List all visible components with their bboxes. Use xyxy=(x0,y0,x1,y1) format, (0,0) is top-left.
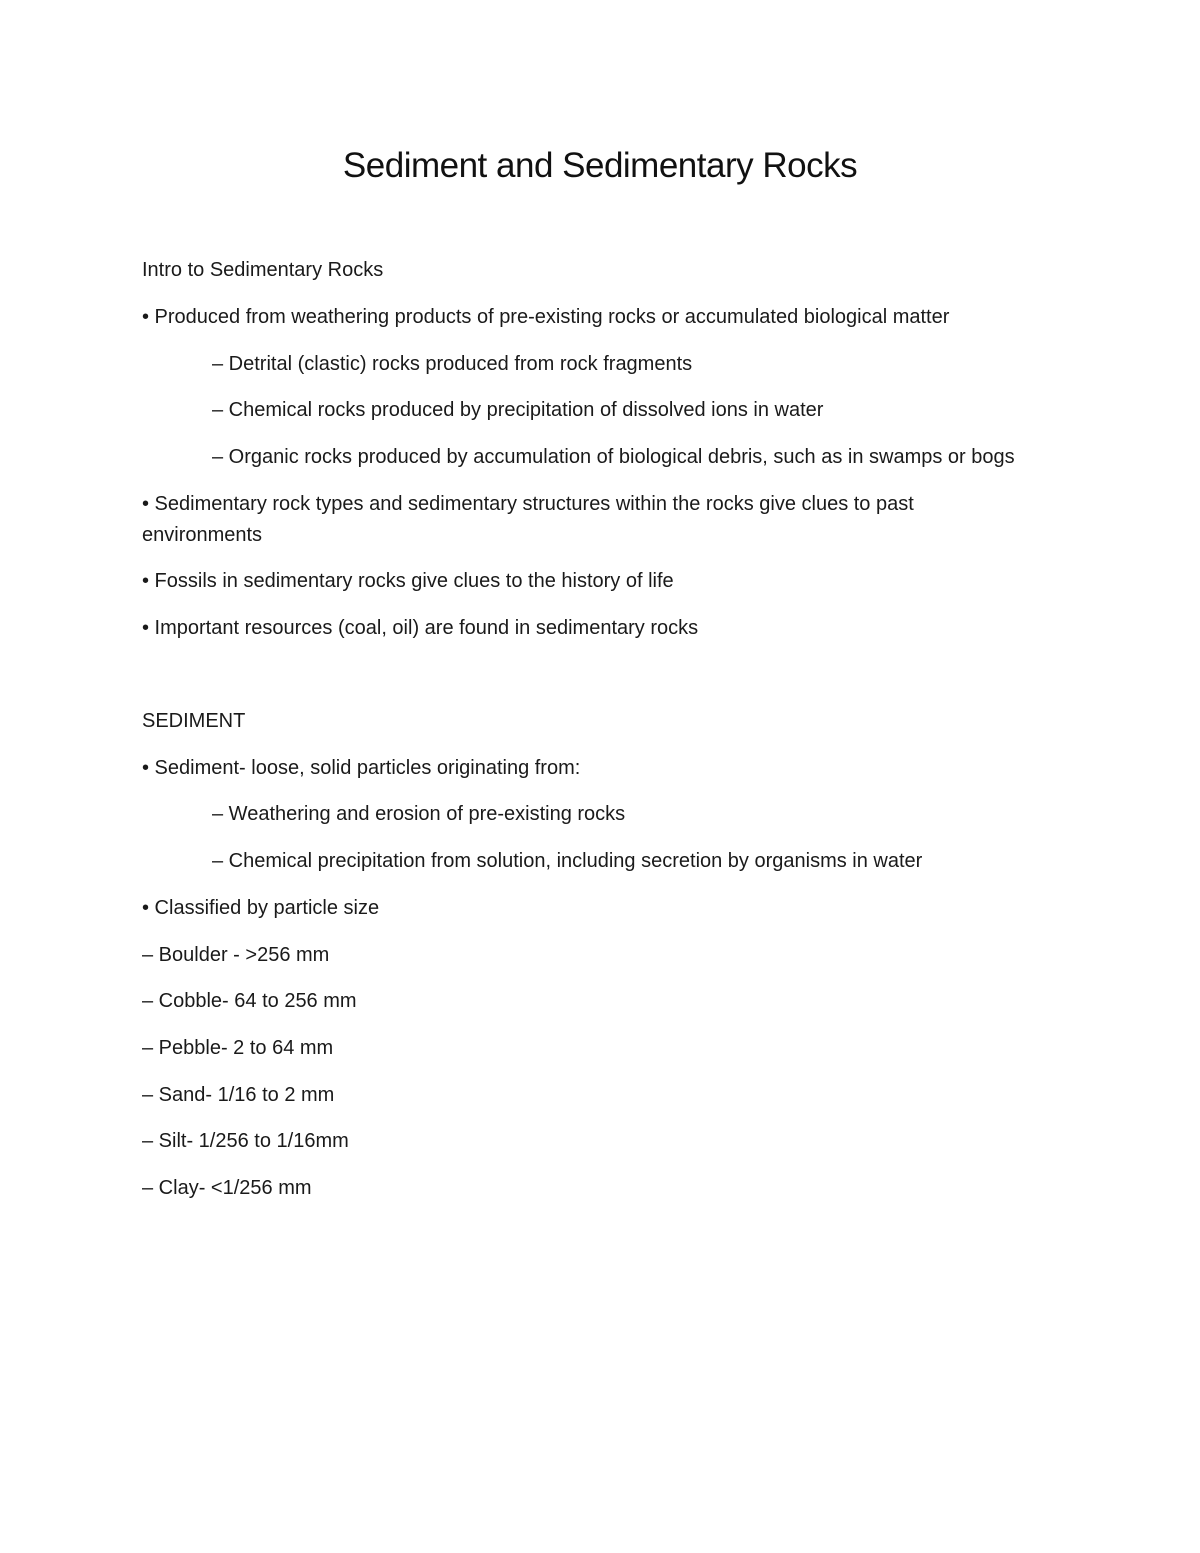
intro-bullet-environments: • Sedimentary rock types and sedimentary structures within the rocks give clues to past environments xyxy=(142,493,914,546)
intro-sub-chemical: – Chemical rocks produced by precipitation of dissolved ions in water xyxy=(212,399,824,421)
intro-sub-organic: – Organic rocks produced by accumulation of biological debris, such as in swamps or bogs xyxy=(212,446,1015,468)
size-boulder: – Boulder - >256 mm xyxy=(142,944,330,966)
sediment-heading: SEDIMENT xyxy=(142,710,246,732)
size-sand: – Sand- 1/16 to 2 mm xyxy=(142,1084,335,1106)
size-silt: – Silt- 1/256 to 1/16mm xyxy=(142,1130,349,1152)
sediment-sub-precipitation: – Chemical precipitation from solution, including secretion by organisms in water xyxy=(212,850,923,872)
size-clay: – Clay- <1/256 mm xyxy=(142,1177,312,1199)
intro-bullet-fossils: • Fossils in sedimentary rocks give clues to the history of life xyxy=(142,570,674,592)
intro-bullet-produced: • Produced from weathering products of pre-existing rocks or accumulated biological matter xyxy=(142,306,950,328)
intro-sub-detrital: – Detrital (clastic) rocks produced from rock fragments xyxy=(212,353,693,375)
sediment-bullet-definition: • Sediment- loose, solid particles originating from: xyxy=(142,757,581,779)
sediment-bullet-classified: • Classified by particle size xyxy=(142,897,380,919)
intro-bullet-resources: • Important resources (coal, oil) are found in sedimentary rocks xyxy=(142,617,699,639)
intro-heading: Intro to Sedimentary Rocks xyxy=(142,259,384,281)
sediment-sub-weathering: – Weathering and erosion of pre-existing rocks xyxy=(212,803,626,825)
document-title: Sediment and Sedimentary Rocks xyxy=(342,146,858,185)
size-pebble: – Pebble- 2 to 64 mm xyxy=(142,1037,334,1059)
size-cobble: – Cobble- 64 to 256 mm xyxy=(142,990,357,1012)
